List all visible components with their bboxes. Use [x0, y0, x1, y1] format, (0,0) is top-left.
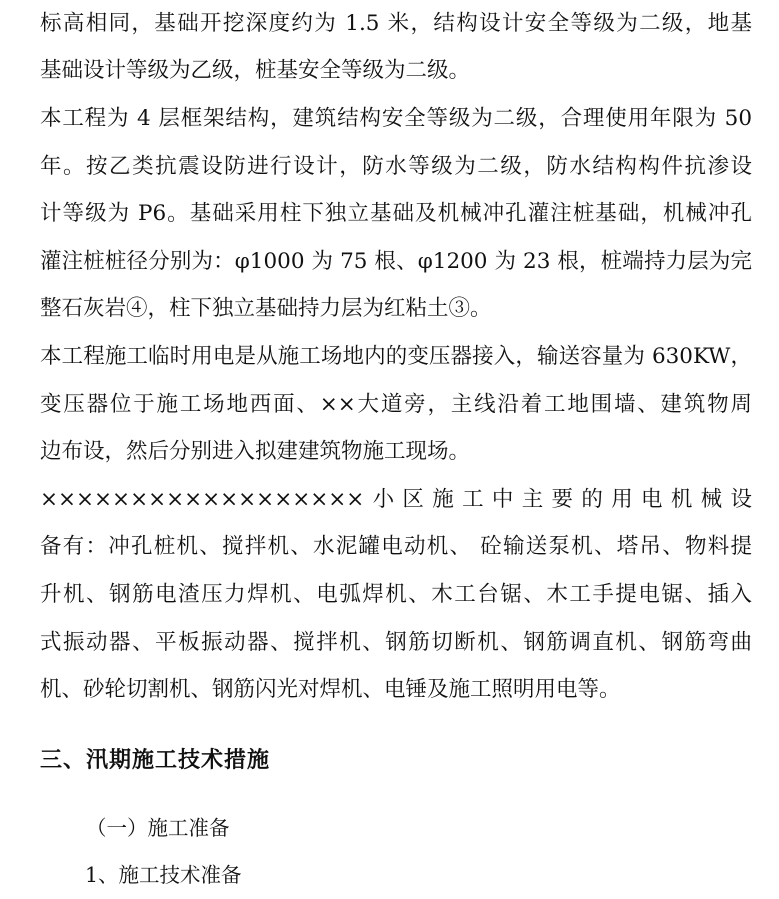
paragraph-line: 升机、钢筋电渣压力焊机、电弧焊机、木工台锯、木工手提电锯、插入 — [40, 582, 752, 607]
item-heading: 1、施工技术准备 — [85, 863, 242, 887]
paragraph-line: 年。按乙类抗震设防进行设计，防水等级为二级，防水结构构件抗渗设 — [40, 154, 752, 179]
section-heading: 三、汛期施工技术措施 — [40, 748, 271, 773]
paragraph-line: 机、砂轮切割机、钢筋闪光对焊机、电锤及施工照明用电等。 — [40, 677, 621, 702]
paragraph-line: 本工程为 4 层框架结构，建筑结构安全等级为二级，合理使用年限为 50 — [40, 106, 752, 131]
paragraph-line: 整石灰岩④，柱下独立基础持力层为红粘土③。 — [40, 296, 492, 321]
paragraph-line: 计等级为 P6。基础采用柱下独立基础及机械冲孔灌注桩基础，机械冲孔 — [40, 201, 752, 226]
subsection-heading: （一）施工准备 — [86, 816, 230, 840]
paragraph-line: 边布设，然后分别进入拟建建筑物施工现场。 — [40, 439, 471, 464]
paragraph-line: 标高相同，基础开挖深度约为 1.5 米，结构设计安全等级为二级，地基 — [40, 11, 752, 36]
paragraph-line: 基础设计等级为乙级，桩基安全等级为二级。 — [40, 58, 471, 83]
paragraph-line: 式振动器、平板振动器、搅拌机、钢筋切断机、钢筋调直机、钢筋弯曲 — [40, 630, 752, 655]
paragraph-line: 灌注桩桩径分别为：φ1000 为 75 根、φ1200 为 23 根，桩端持力层为完 — [40, 249, 752, 274]
paragraph-line: 本工程施工临时用电是从施工场地内的变压器接入，输送容量为 630KW， — [40, 344, 752, 369]
paragraph-line: 备有：冲孔桩机、搅拌机、水泥罐电动机、 砼输送泵机、塔吊、物料提 — [40, 534, 752, 559]
paragraph-line: 变压器位于施工场地西面、××大道旁，主线沿着工地围墙、建筑物周 — [40, 392, 752, 417]
paragraph-line: ××××××××××××××××××小区施工中主要的用电机械设 — [40, 487, 752, 512]
